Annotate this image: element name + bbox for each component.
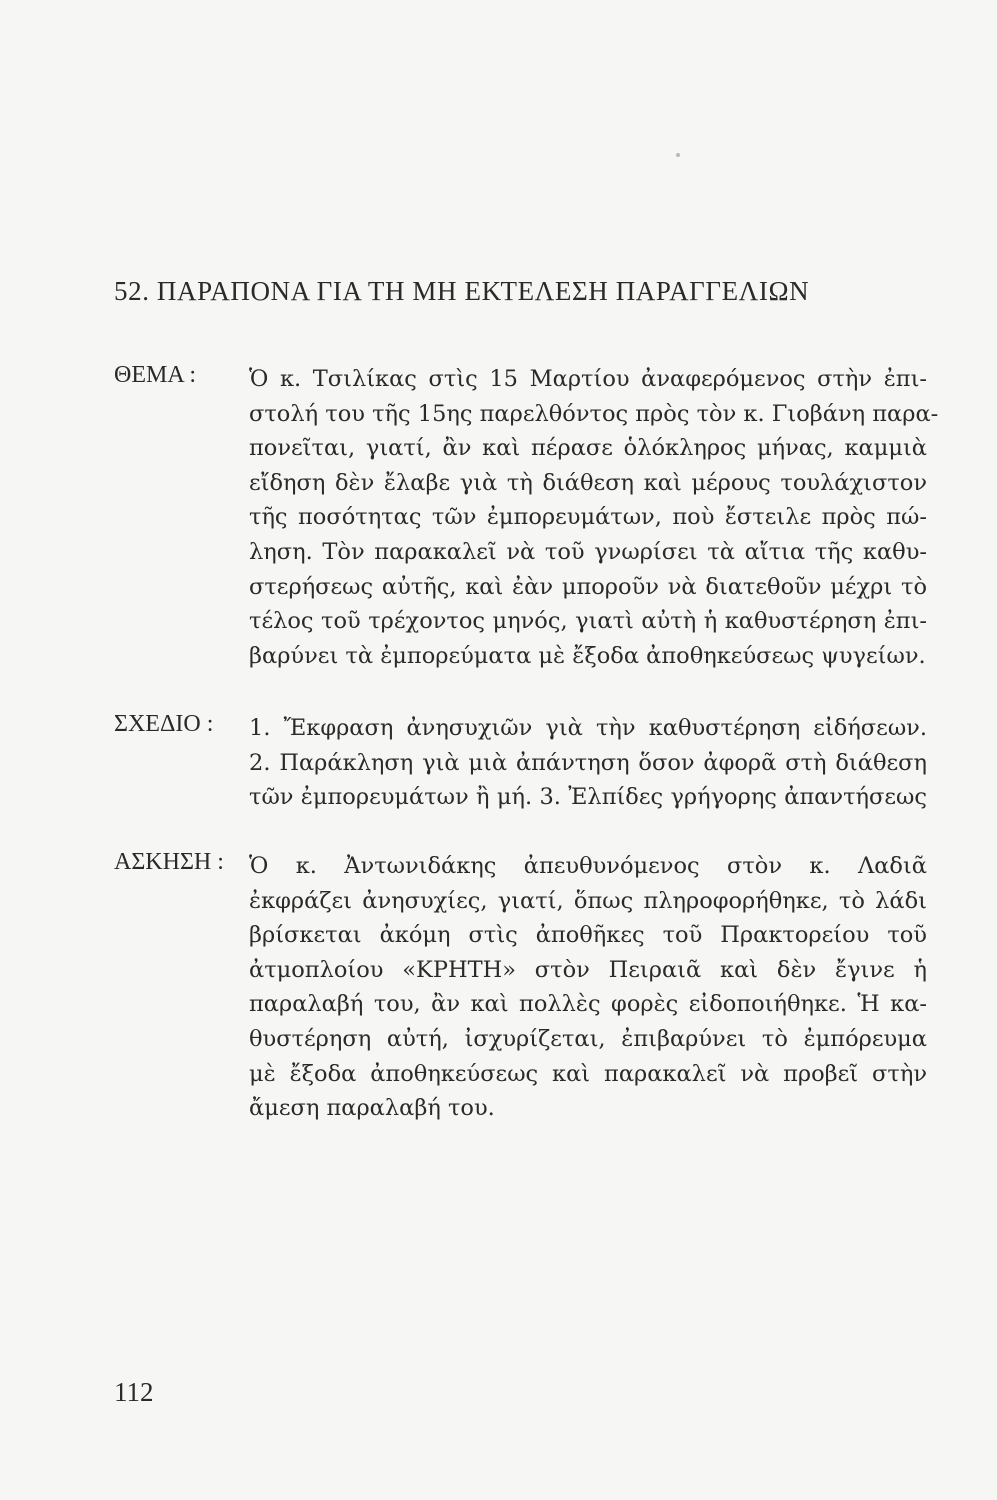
text-line: τέλος τοῦ τρέχοντος μηνός, γιατὶ αὐτὴ ἡ καθυστέρηση ἐπι- bbox=[249, 608, 927, 635]
text-line: Ὁ κ. Ἀντωνιδάκης ἀπευθυνόμενος στὸν κ. Λαδιᾶ bbox=[249, 853, 927, 879]
print-speck bbox=[676, 153, 680, 157]
section-label-plan: ΣΧΕΔΙΟ : bbox=[114, 711, 214, 737]
page-title: 52. ΠΑΡΑΠΟΝΑ ΓΙΑ ΤΗ ΜΗ ΕΚΤΕΛΕΣΗ ΠΑΡΑΓΓΕΛΙΩΝ bbox=[114, 276, 810, 306]
section-text-theme bbox=[249, 362, 939, 673]
text-line: τῆς ποσότητας τῶν ἐμπορευμάτων, ποὺ ἔστειλε πρὸς πώ- bbox=[249, 504, 927, 531]
section-label-exercise: ΑΣΚΗΣΗ : bbox=[114, 849, 224, 875]
text-line: τῶν ἐμπορευμάτων ἢ μή. 3. Ἐλπίδες γρήγορης ἀπαντήσεως bbox=[249, 784, 927, 811]
text-line: στολή του τῆς 15ης παρελθόντος πρὸς τὸν κ. Γιοβάνη παρα- bbox=[249, 400, 939, 427]
text-line: ἄμεση παραλαβή του. bbox=[249, 1095, 495, 1122]
text-line: παραλαβή του, ἂν καὶ πολλὲς φορὲς εἰδοποιήθηκε. Ἡ κα- bbox=[249, 991, 927, 1018]
section-text-plan bbox=[249, 711, 927, 815]
text-line: εἴδηση δὲν ἔλαβε γιὰ τὴ διάθεση καὶ μέρους τουλάχιστον bbox=[249, 469, 927, 496]
text-line: 2. Παράκληση γιὰ μιὰ ἀπάντηση ὅσον ἀφορᾶ στὴ διάθεση bbox=[249, 749, 927, 776]
page-number: 112 bbox=[114, 1377, 154, 1407]
text-line: πονεῖται, γιατί, ἂν καὶ πέρασε ὁλόκληρος μήνας, καμμιὰ bbox=[249, 435, 927, 462]
text-line: ἀτμοπλοίου «ΚΡΗΤΗ» στὸν Πειραιᾶ καὶ δὲν ἔγινε ἡ bbox=[249, 956, 927, 983]
text-line: Ὁ κ. Τσιλίκας στὶς 15 Μαρτίου ἀναφερόμενος στὴν ἐπι- bbox=[249, 366, 927, 392]
text-line: στερήσεως αὐτῆς, καὶ ἐὰν μποροῦν νὰ διατεθοῦν μέχρι τὸ bbox=[249, 573, 927, 600]
text-line: θυστέρηση αὐτή, ἰσχυρίζεται, ἐπιβαρύνει τὸ ἐμπόρευμα bbox=[249, 1025, 927, 1052]
text-line: βαρύνει τὰ ἐμπορεύματα μὲ ἔξοδα ἀποθηκεύσεως ψυγείων. bbox=[249, 642, 926, 669]
text-line: ἐκφράζει ἀνησυχίες, γιατί, ὅπως πληροφορήθηκε, τὸ λάδι bbox=[249, 887, 927, 914]
section-label-theme: ΘΕΜΑ : bbox=[114, 362, 197, 388]
text-line: βρίσκεται ἀκόμη στὶς ἀποθῆκες τοῦ Πρακτορείου τοῦ bbox=[249, 922, 927, 949]
text-line: μὲ ἔξοδα ἀποθηκεύσεως καὶ παρακαλεῖ νὰ προβεῖ στὴν bbox=[249, 1060, 927, 1087]
text-line: ληση. Τὸν παρακαλεῖ νὰ τοῦ γνωρίσει τὰ αἴτια τῆς καθυ- bbox=[249, 538, 927, 565]
section-text-exercise bbox=[249, 849, 927, 1126]
text-line: 1. Ἔκφραση ἀνησυχιῶν γιὰ τὴν καθυστέρηση εἰδήσεων. bbox=[249, 715, 927, 741]
